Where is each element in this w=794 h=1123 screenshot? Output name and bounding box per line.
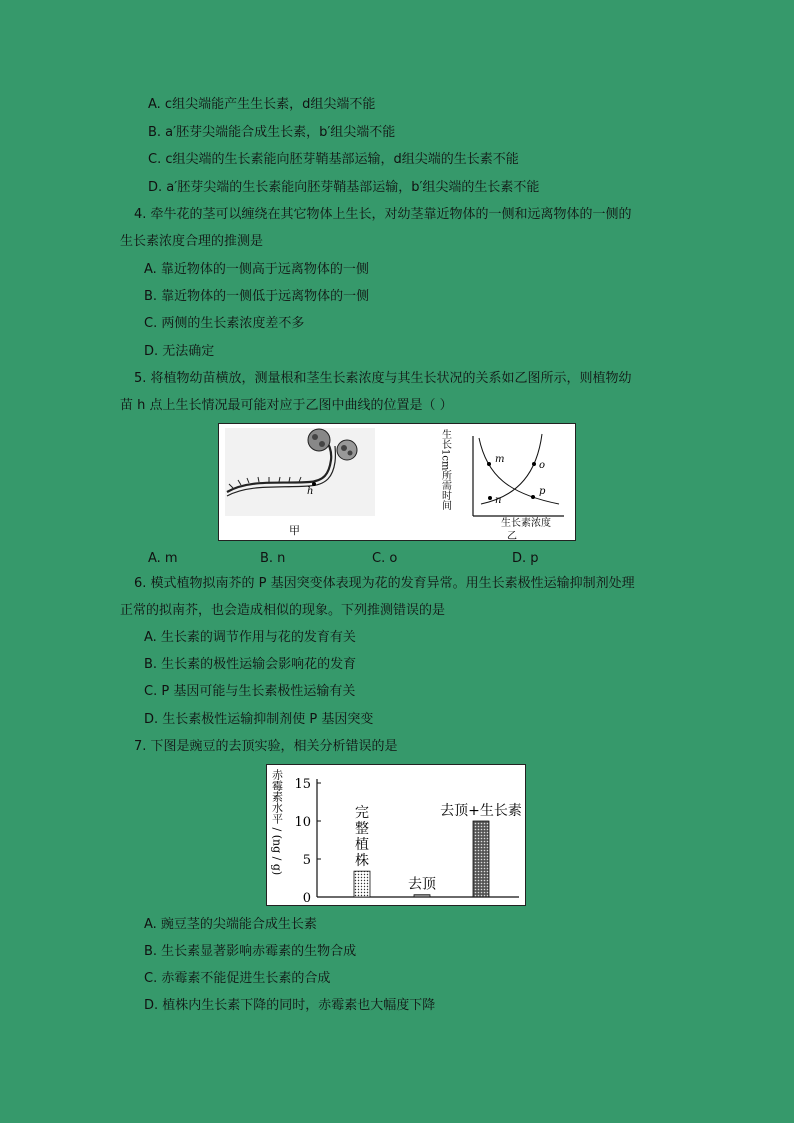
point-m-label: m [495, 454, 505, 465]
q4-option-d: D. 无法确定 [144, 344, 215, 359]
point-p-label: p [539, 486, 546, 497]
q5-stem-line1: 5. 将植物幼苗横放，测量根和茎生长素浓度与其生长状况的关系如乙图所示，则植物幼 [134, 371, 632, 386]
label-jia: 甲 [289, 524, 300, 537]
point-n [488, 496, 492, 500]
y-tick-label: 0 [302, 891, 311, 905]
bar-3 [473, 821, 489, 897]
seedling-drawing [225, 428, 375, 516]
q4-option-b: B. 靠近物体的一侧低于远离物体的一侧 [144, 289, 370, 304]
q5-figure-svg [219, 424, 575, 540]
x-axis-label: 生长素浓度 [501, 518, 551, 529]
bar-label-3: 去顶+生长素 [440, 803, 522, 819]
point-o-label: o [539, 460, 546, 471]
y-tick-label: 15 [294, 777, 311, 792]
q7-option-d: D. 植株内生长素下降的同时，赤霉素也大幅度下降 [144, 998, 436, 1013]
q3-option-d: D. a′胚芽尖端的生长素能向胚芽鞘基部运输，b′组尖端的生长素不能 [148, 180, 540, 195]
q7-stem: 7. 下图是豌豆的去顶实验，相关分析错误的是 [134, 739, 398, 754]
q6-option-d: D. 生长素极性运输抑制剂使 P 基因突变 [144, 712, 374, 727]
q7-bar-chart [266, 764, 526, 906]
q5-option-b: B. n [260, 551, 286, 566]
q3-option-a: A. c组尖端能产生生长素，d组尖端不能 [148, 97, 376, 112]
bar-label-1: 植 [355, 837, 369, 854]
label-yi: 乙 [507, 531, 517, 540]
q6-stem-line2: 正常的拟南芥，也会造成相似的现象。下列推测错误的是 [120, 603, 446, 618]
point-o [532, 462, 536, 466]
q7-option-a: A. 豌豆茎的尖端能合成生长素 [144, 917, 317, 932]
q7-option-b: B. 生长素显著影响赤霉素的生物合成 [144, 944, 357, 959]
point-h-label: h [307, 486, 314, 497]
y-tick-label: 5 [302, 853, 311, 868]
curve-increasing [481, 434, 542, 504]
q5-option-d: D. p [512, 551, 539, 566]
q4-stem-line2: 生长素浓度合理的推测是 [120, 234, 264, 249]
point-n-label: n [495, 495, 502, 506]
y-axis-label: 生长1cm所需时间 [439, 429, 451, 511]
q5-stem-line2: 苗 h 点上生长情况最可能对应于乙图中曲线的位置是（ ） [120, 398, 453, 413]
bar-label-1: 完 [355, 805, 369, 822]
bar-label-1: 株 [355, 853, 369, 870]
q5-figure [218, 423, 576, 541]
q6-option-b: B. 生长素的极性运输会影响花的发育 [144, 657, 357, 672]
bar-chart-bars [354, 802, 522, 897]
graph-yi [440, 428, 565, 529]
bar-1 [354, 871, 370, 897]
q4-stem-line1: 4. 牵牛花的茎可以缠绕在其它物体上生长，对幼茎靠近物体的一侧和远离物体的一侧的 [134, 207, 632, 222]
q3-option-c: C. c组尖端的生长素能向胚芽鞘基部运输，d组尖端的生长素不能 [148, 152, 519, 167]
bar-label-1: 整 [355, 821, 369, 838]
curve-decreasing [479, 438, 559, 504]
q6-option-a: A. 生长素的调节作用与花的发育有关 [144, 630, 356, 645]
q3-option-b: B. a′胚芽尖端能合成生长素，b′组尖端不能 [148, 125, 396, 140]
point-m [487, 462, 491, 466]
q4-option-a: A. 靠近物体的一侧高于远离物体的一侧 [144, 262, 369, 277]
point-p [531, 495, 535, 499]
y-tick-label: 10 [294, 815, 311, 830]
bar-chart-svg [267, 765, 525, 905]
bar-chart-y-label: 赤霉素水平 / (ng / g) [270, 769, 284, 876]
q7-option-c: C. 赤霉素不能促进生长素的合成 [144, 971, 331, 986]
q6-stem-line1: 6. 模式植物拟南芥的 P 基因突变体表现为花的发育异常。用生长素极性运输抑制剂处理 [134, 576, 635, 591]
q5-option-c: C. o [372, 551, 398, 566]
bar-label-2: 去顶 [408, 876, 436, 893]
q5-option-a: A. m [148, 551, 178, 566]
bar-2 [414, 895, 430, 897]
q4-option-c: C. 两侧的生长素浓度差不多 [144, 316, 305, 331]
q6-option-c: C. P 基因可能与生长素极性运输有关 [144, 684, 356, 699]
